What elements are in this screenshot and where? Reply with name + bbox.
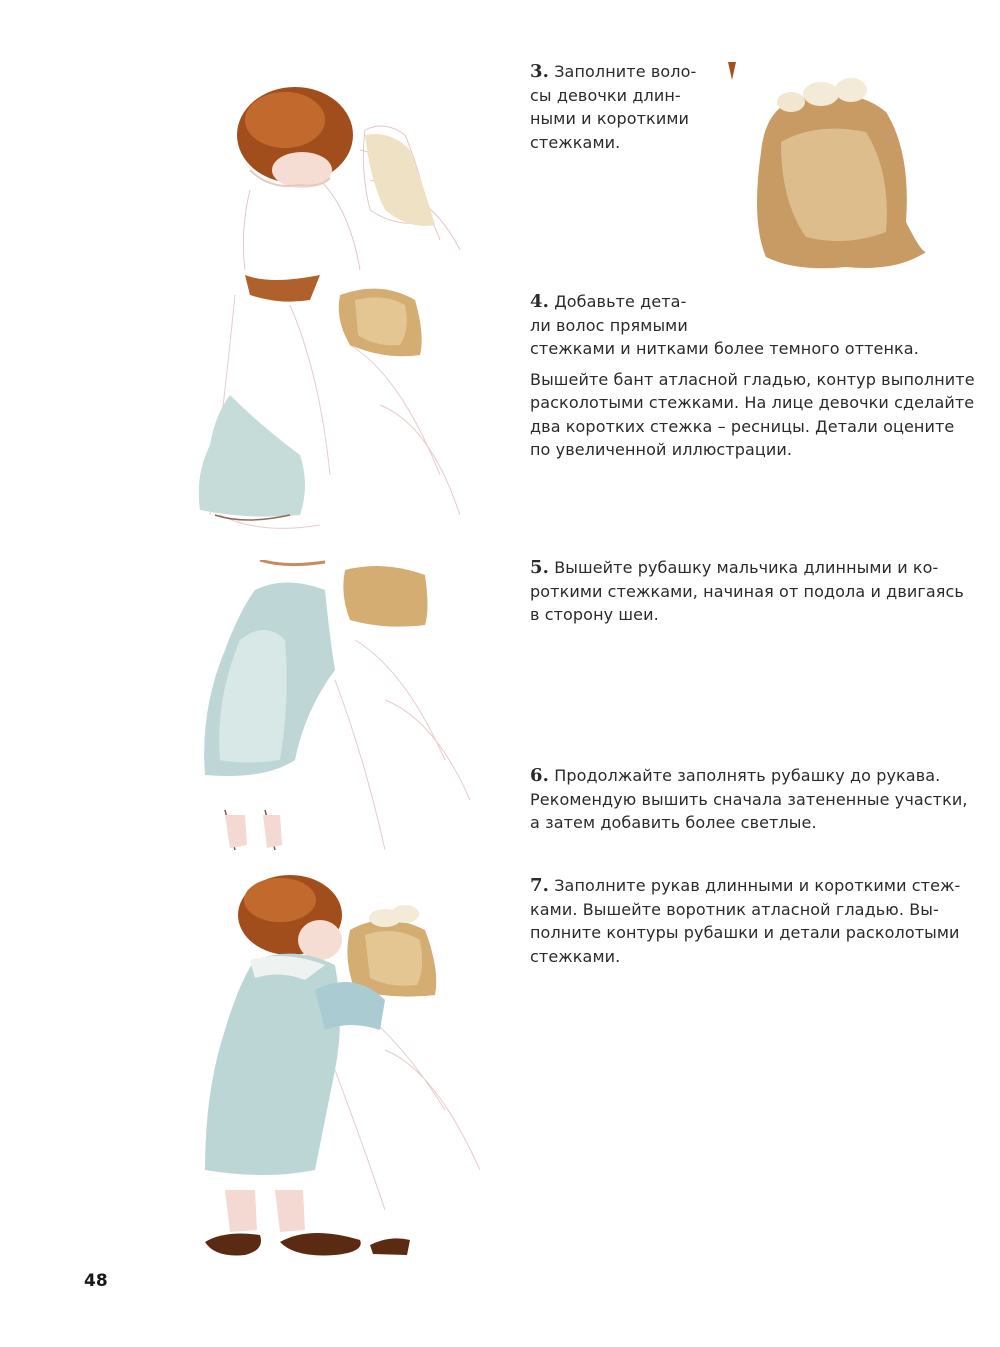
embroidery-photo-step-7: [185, 870, 490, 1260]
embroidery-illustration: [726, 62, 946, 307]
step-6: [530, 764, 968, 835]
step-line: Вышейте бант атласной гладью, контур выполните: [530, 369, 975, 389]
step-text: Добавьте дета-: [554, 292, 687, 311]
step-3: [530, 60, 696, 154]
step-line: ли волос прямыми: [530, 315, 688, 335]
step-line: [530, 290, 975, 314]
embroidery-photo-step-4: [190, 275, 480, 543]
step-line: полните контуры рубашки и детали расколотыми: [530, 923, 960, 942]
step-line: расколотыми стежками. На лице девочки сделайте: [530, 393, 975, 412]
step-line: [530, 60, 696, 84]
step-line: стежками и нитками более темного оттенка.: [530, 339, 919, 358]
embroidery-illustration: [185, 560, 485, 855]
step-text: Вышейте рубашку мальчика длинными и ко-: [554, 558, 939, 577]
step-text: Продолжайте заполнять рубашку до рукава.: [554, 766, 941, 785]
step-line: в сторону шеи.: [530, 605, 659, 624]
step-line: Рекомендую вышить сначала затененные участки,: [530, 789, 968, 809]
step-text: Заполните воло-: [554, 62, 697, 81]
step-line: [530, 874, 960, 898]
embroidery-photo-step-5-6: [185, 560, 485, 855]
step-line: роткими стежками, начиная от подола и двигаясь: [530, 581, 964, 601]
step-5: [530, 556, 964, 627]
step-line: стежками.: [530, 946, 621, 966]
step-line: стежками.: [530, 132, 621, 152]
step-line: два коротких стежка – ресницы. Детали оцените: [530, 416, 955, 436]
step-number: 3.: [530, 61, 549, 82]
embroidery-photo-closeup: [726, 62, 946, 307]
step-number: 6.: [530, 765, 549, 786]
step-number: 7.: [530, 875, 549, 896]
page-number: 48: [84, 1271, 108, 1291]
step-line: ными и короткими: [530, 109, 689, 128]
step-4: [530, 290, 975, 462]
embroidery-illustration: [210, 60, 485, 270]
embroidery-photo-step-3: [210, 60, 485, 270]
step-number: 5.: [530, 557, 549, 578]
step-line: [530, 556, 964, 580]
step-text: Заполните рукав длинными и короткими стеж-: [554, 876, 961, 895]
step-number: 4.: [530, 291, 549, 312]
step-line: а затем добавить более светлые.: [530, 813, 817, 832]
embroidery-illustration: [190, 275, 480, 543]
step-line: сы девочки длин-: [530, 85, 681, 105]
step-line: по увеличенной иллюстрации.: [530, 440, 793, 459]
embroidery-illustration: [185, 870, 490, 1260]
step-line: ками. Вышейте воротник атласной гладью. Вы-: [530, 899, 939, 919]
step-line: [530, 764, 968, 788]
step-7: [530, 874, 960, 968]
